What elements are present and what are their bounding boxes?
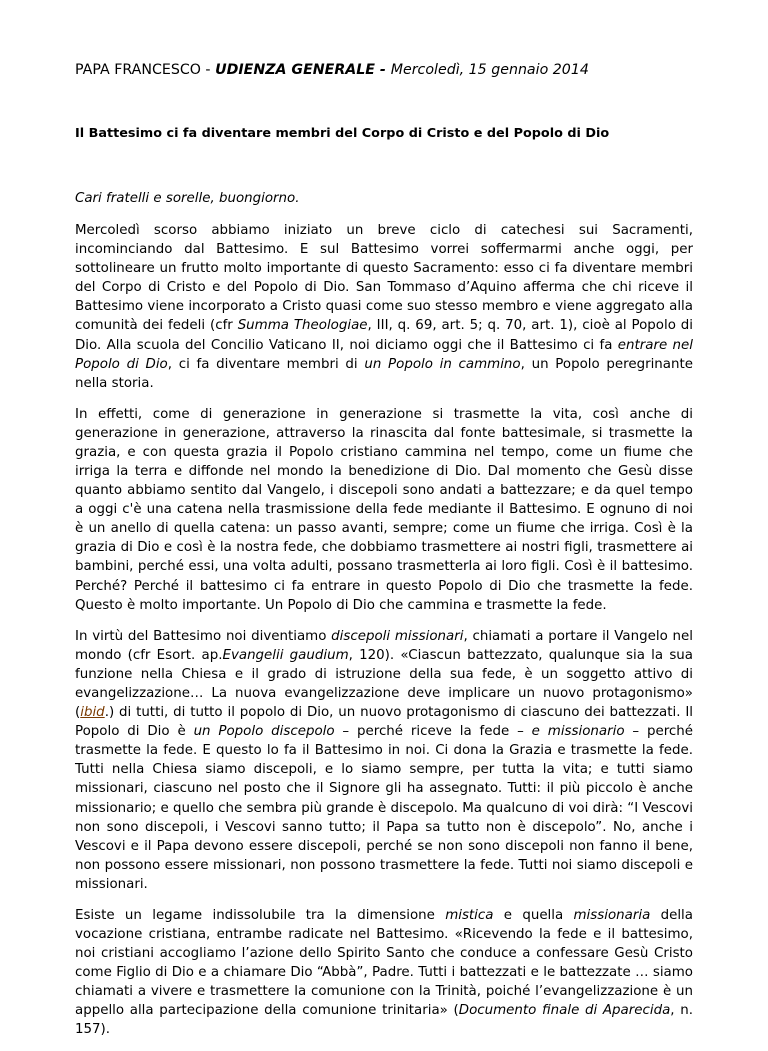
page-header bbox=[75, 62, 589, 78]
paragraph-2: In effetti, come di generazione in generazione si trasmette la vita, così anche di generazione in generazione, attraverso la rinascita dal fonte battesimale, si trasmette la grazia, e con questa grazia il Popolo cristiano cammina nel tempo, come un fiume che irriga la terra e diffonde nel mondo la benedizione di Dio. Dal momento che Gesù disse quanto abbiamo sentito dal Vangelo, i discepoli sono andati a battezzare; e da quel tempo a oggi c'è una catena nella trasmissione della fede mediante il Battesimo. E ognuno di noi è un anello di quella catena: un passo avanti, sempre; come un fiume che irriga. Così è la grazia di Dio e così è la nostra fede, che dobbiamo trasmettere ai nostri figli, trasmettere ai bambini, perché essi, una volta adulti, possano trasmetterla ai loro figli. Così è il battesimo. Perché? Perché il battesimo ci fa entrare in questo Popolo di Dio che trasmette la fede. Questo è molto importante. Un Popolo di Dio che cammina e trasmette la fede. bbox=[75, 406, 693, 613]
paragraph-3: In virtù del Battesimo noi diventiamo discepoli missionari, chiamati a portare il Vangelo nel mondo (cfr Esort. ap.Evangelii gaudium, 120). «Ciascun battezzato, qualunque sia la sua funzione nella Chiesa e il grado di istruzione della sua fede, è un soggetto attivo di evangelizzazione… La nuova evangelizzazione deve implicare un nuovo protagonismo» (ibid.) di tutti, di tutto il popolo di Dio, un nuovo protagonismo di ciascuno dei battezzati. Il Popolo di Dio è un Popolo discepolo – perché riceve la fede – e missionario – perché trasmette la fede. E questo lo fa il Battesimo in noi. Ci dona la Grazia e trasmette la fede. Tutti nella Chiesa siamo discepoli, e lo siamo sempre, per tutta la vita; e tutti siamo missionari, ciascuno nel posto che il Signore gli ha assegnato. Tutti: il più piccolo è anche missionario; e quello che sembra più grande è discepolo. Ma qualcuno di voi dirà: “I Vescovi non sono discepoli, i Vescovi sanno tutto; il Papa sa tutto non è discepolo”. No, anche i Vescovi e il Papa devono essere discepoli, perché se non sono discepoli non fanno il bene, non possono essere missionari, non possono trasmettere la fede. Tutti noi siamo discepoli e missionari. bbox=[75, 628, 693, 892]
greeting: Cari fratelli e sorelle, buongiorno. bbox=[75, 191, 300, 206]
ibid-link[interactable]: ibid bbox=[80, 705, 105, 721]
header-date: Mercoledì, 15 gennaio 2014 bbox=[390, 62, 589, 78]
header-author: PAPA FRANCESCO - bbox=[75, 62, 216, 78]
paragraph-4: Esiste un legame indissolubile tra la dimensione mistica e quella missionaria della vocazione cristiana, entrambe radicate nel Battesimo. «Ricevendo la fede e il battesimo, noi cristiani accogliamo l’azione dello Spirito Santo che conduce a confessare Gesù Cristo come Figlio di Dio e a chiamare Dio “Abbà”, Padre. Tutti i battezzati e le battezzate … siamo chiamati a vivere e trasmettere la comunione con la Trinità, poiché l’evangelizzazione è un appello alla partecipazione della comunione trinitaria» (Documento finale di Aparecida, n. 157). bbox=[75, 907, 693, 1038]
header-event: UDIENZA GENERALE - bbox=[215, 62, 391, 78]
paragraph-1: Mercoledì scorso abbiamo iniziato un breve ciclo di catechesi sui Sacramenti, incominciando dal Battesimo. E sul Battesimo vorrei soffermarmi anche oggi, per sottolineare un frutto molto importante di questo Sacramento: esso ci fa diventare membri del Corpo di Cristo e del Popolo di Dio. San Tommaso d’Aquino afferma che chi riceve il Battesimo viene incorporato a Cristo quasi come suo stesso membro e viene aggregato alla comunità dei fedeli (cfr Summa Theologiae, III, q. 69, art. 5; q. 70, art. 1), cioè al Popolo di Dio. Alla scuola del Concilio Vaticano II, noi diciamo oggi che il Battesimo ci fa entrare nel Popolo di Dio, ci fa diventare membri di un Popolo in cammino, un Popolo peregrinante nella storia. bbox=[75, 223, 694, 391]
document-title: Il Battesimo ci fa diventare membri del Corpo di Cristo e del Popolo di Dio bbox=[75, 126, 610, 141]
document-body bbox=[75, 221, 693, 1051]
